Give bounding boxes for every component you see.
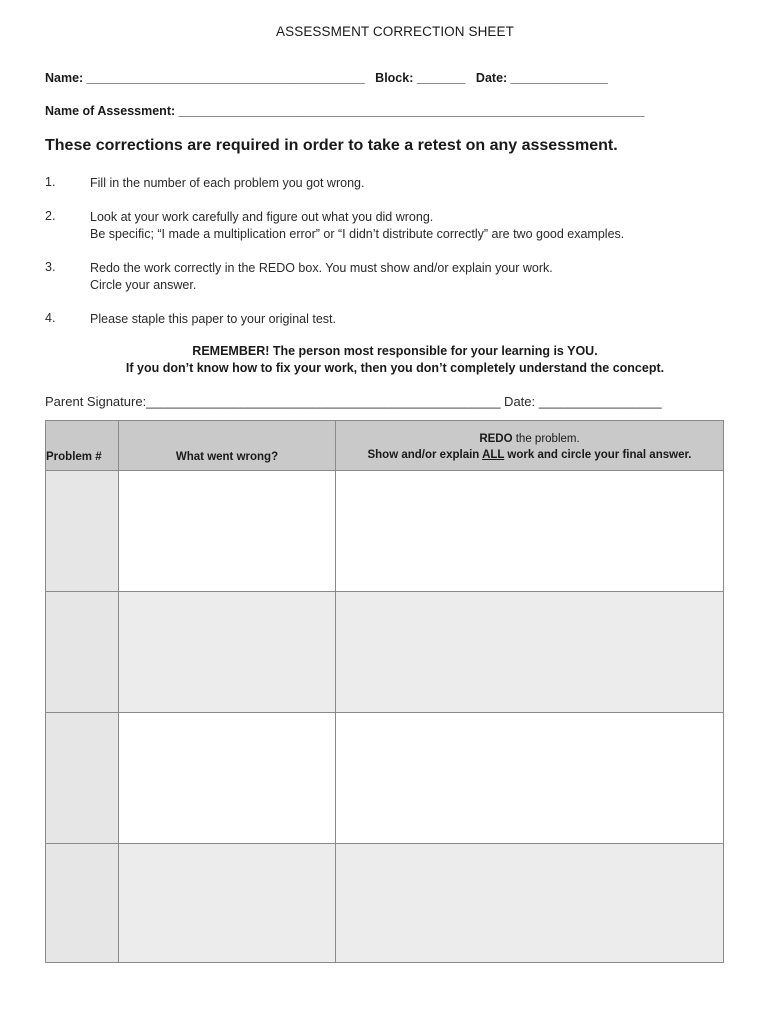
redo-cell[interactable]	[336, 471, 724, 592]
name-block-date-field[interactable]: Name: ________________________________________ Block: _______ Date: ______________	[45, 71, 608, 85]
assessment-name-field[interactable]: Name of Assessment: ___________________________________________________________________	[45, 104, 645, 118]
table-header-row	[46, 421, 724, 471]
step-text-continued: Be specific; “I made a multiplication error” or “I didn’t distribute correctly” are two good examples.	[90, 227, 625, 241]
redo-header-line-2	[336, 447, 723, 463]
step-text: Redo the work correctly in the REDO box. You must show and/or explain your work.	[90, 261, 553, 275]
column-header-problem: Problem #	[46, 421, 119, 471]
what-went-wrong-cell[interactable]	[119, 713, 336, 844]
redo-header-line-1	[336, 431, 723, 447]
step-text: Look at your work carefully and figure out what you did wrong.	[90, 210, 434, 224]
table-row	[46, 471, 724, 592]
remember-line-1: REMEMBER! The person most responsible for your learning is YOU.	[192, 344, 598, 358]
table-row	[46, 713, 724, 844]
step-number: 4.	[45, 311, 56, 325]
instruction-step-1	[45, 175, 624, 209]
redo-instruction-pre: Show and/or explain	[367, 449, 483, 461]
instruction-step-3	[45, 260, 624, 311]
problem-number-cell[interactable]	[46, 713, 119, 844]
problem-number-cell[interactable]	[46, 471, 119, 592]
redo-cell[interactable]	[336, 592, 724, 713]
redo-instruction-post: work and circle your final answer.	[504, 449, 692, 461]
instruction-step-4	[45, 311, 624, 331]
step-text: Please staple this paper to your original test.	[90, 312, 336, 326]
instruction-step-2	[45, 209, 624, 260]
step-number: 1.	[45, 175, 56, 189]
redo-label-rest: the problem.	[512, 433, 580, 445]
what-went-wrong-cell[interactable]	[119, 844, 336, 963]
required-notice: These corrections are required in order to take a retest on any assessment.	[45, 137, 618, 154]
step-number: 3.	[45, 260, 56, 274]
page-title: ASSESSMENT CORRECTION SHEET	[276, 24, 514, 39]
correction-table	[45, 420, 724, 963]
table-row	[46, 592, 724, 713]
parent-signature-field[interactable]: Parent Signature:_________________________________________________ Date: _________________	[45, 394, 662, 409]
column-header-what-went-wrong: What went wrong?	[119, 421, 336, 471]
problem-number-cell[interactable]	[46, 592, 119, 713]
problem-number-cell[interactable]	[46, 844, 119, 963]
remember-notice	[0, 343, 768, 377]
step-text: Fill in the number of each problem you got wrong.	[90, 176, 365, 190]
table-row	[46, 844, 724, 963]
redo-cell[interactable]	[336, 713, 724, 844]
remember-line-2: If you don’t know how to fix your work, then you don’t completely understand the concept.	[125, 361, 665, 375]
what-went-wrong-cell[interactable]	[119, 592, 336, 713]
step-number: 2.	[45, 209, 56, 223]
column-header-redo	[336, 421, 724, 471]
instruction-list	[45, 175, 624, 331]
redo-label: REDO	[479, 433, 513, 445]
redo-instruction-all: ALL	[482, 449, 505, 461]
what-went-wrong-cell[interactable]	[119, 471, 336, 592]
redo-cell[interactable]	[336, 844, 724, 963]
step-text-continued: Circle your answer.	[90, 278, 197, 292]
